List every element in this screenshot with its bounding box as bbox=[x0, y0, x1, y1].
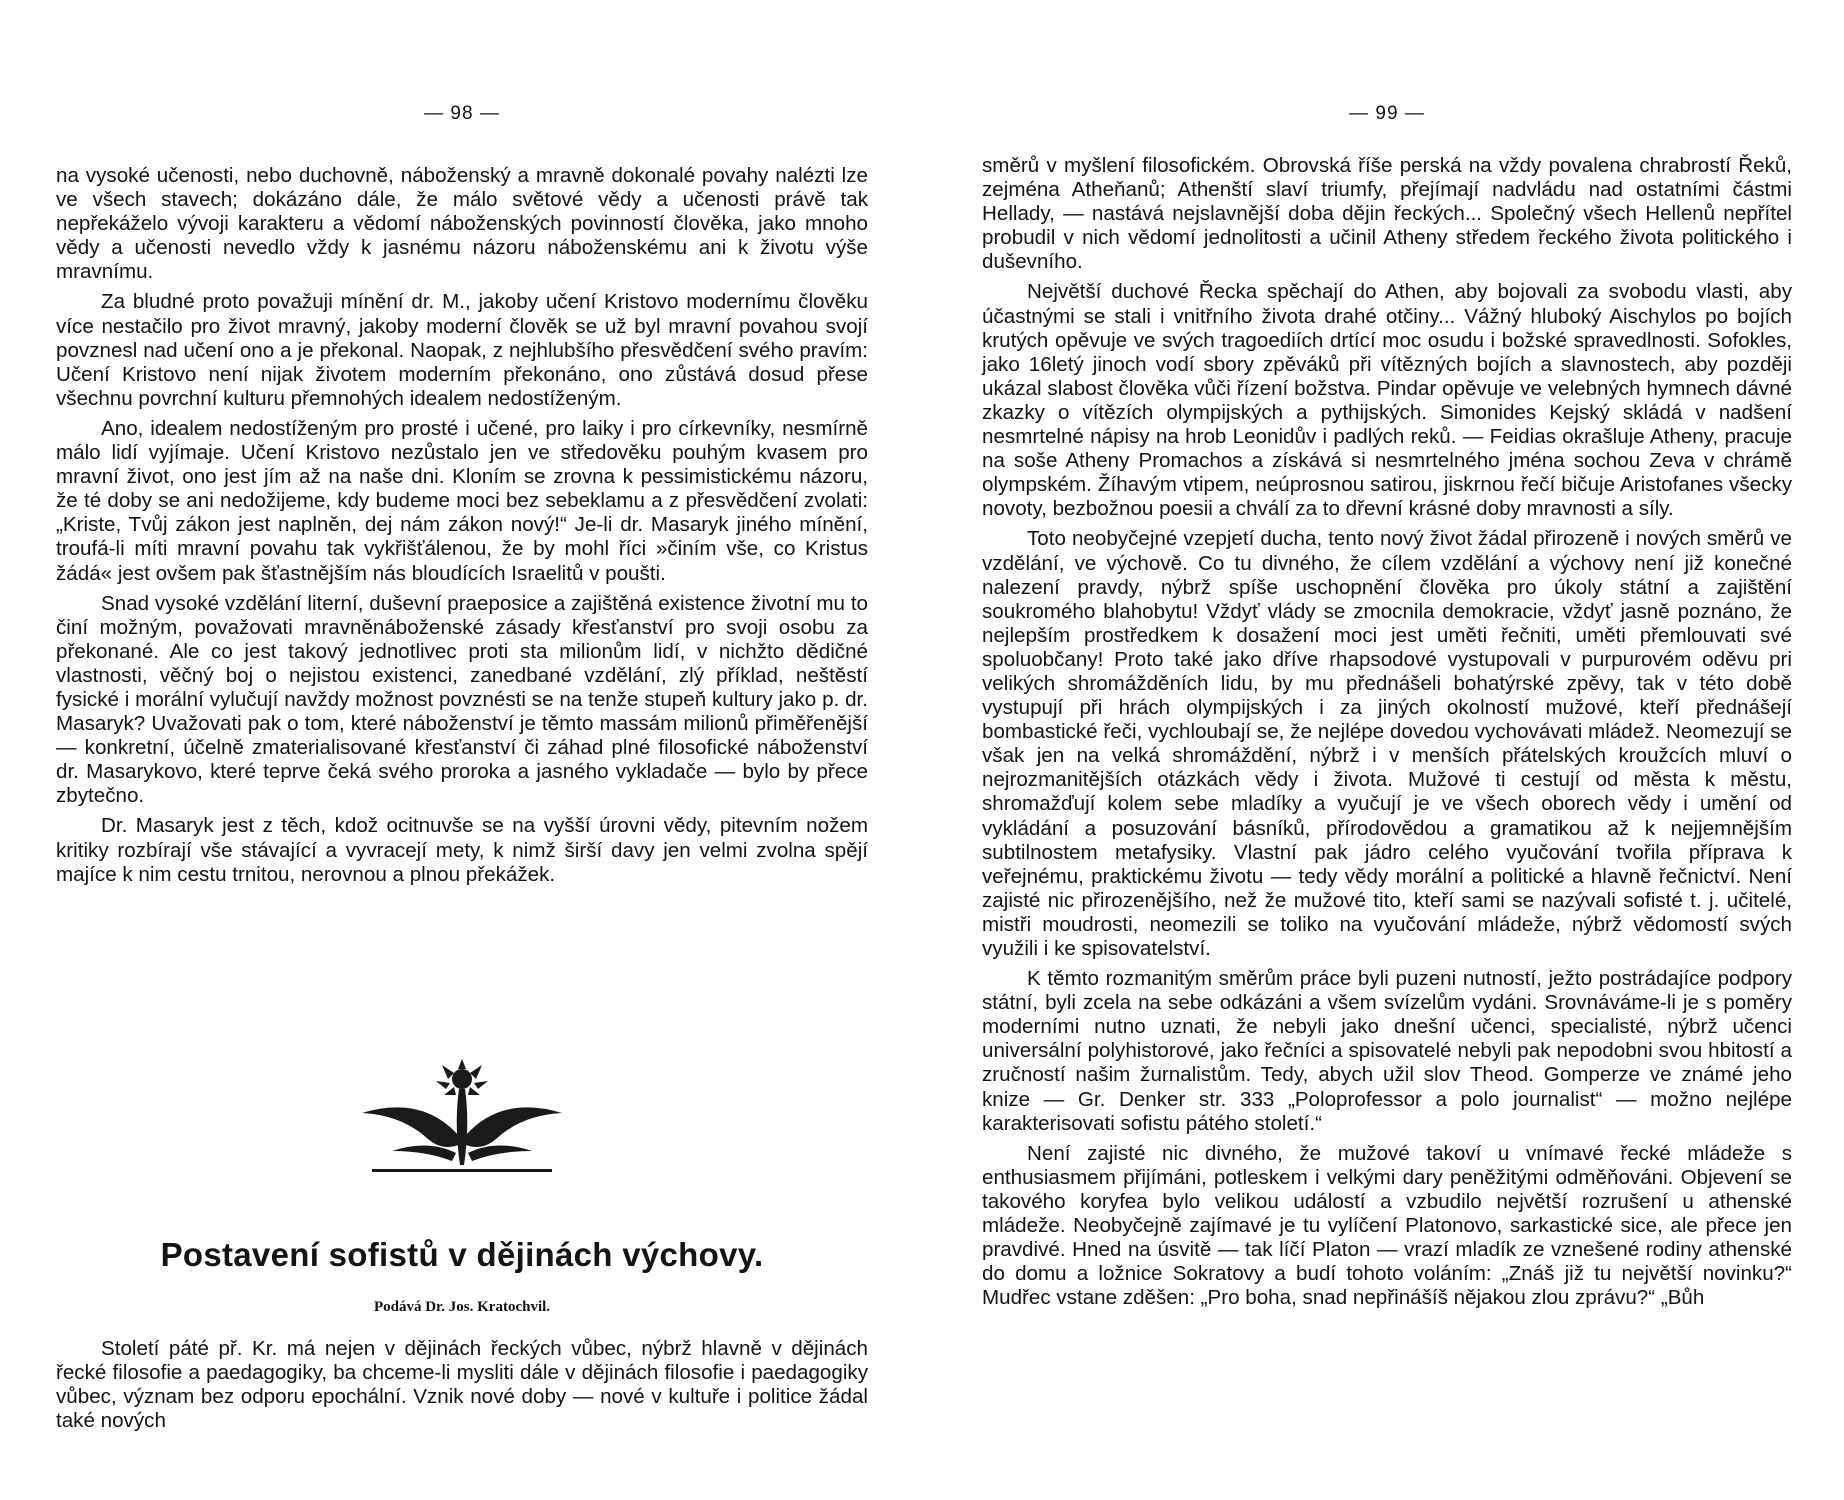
body-text bbox=[56, 164, 868, 893]
paragraph: Ano, idealem nedostíženým pro prosté i učené, pro laiky i pro církevníky, nesmírně málo lidí vyjímaje. Učení Kristovo nezůstalo jen ve středověku pouhým kvasem pro mravní život, ono jest jím až na naše dni. Kloním se zrovna k pessimistickému názoru, že té doby se ani nedožijeme, kdy budeme moci bez sebeklamu a z přesvědčení zvolati: „Kriste, Tvůj zákon jest naplněn, dej nám zákon nový!“ Je-li dr. Masaryk jiného mínění, troufá-li míti mravní povahu tak vykřišťálenou, že by mohl říci »činím vše, co Kristus žádá« jest ovšem pak šťastnějším nás bloudících Israelitů v poušti. bbox=[56, 416, 868, 585]
paragraph: Snad vysoké vzdělání literní, duševní praeposice a zajištěná existence životní mu to činí možným, považovati mravněnáboženské zásady křesťanství pro svoji osobu za překonané. Ale co jest takový jednotlivec proti sta milionům lidí, v nichžto dědičné vlastnosti, věčný boj o nejistou existenci, zanedbané vzdělání, zlý příklad, neštěstí fysické i morální vylučují navždy možnost povznésti se na tenže stupeň kultury jako p. dr. Masaryk? Uvažovati pak o tom, které náboženství je těmto massám milionů přiměřenější — konkretní, účelně zmaterialisované křesťanství či záhad plné filosofické náboženství dr. Masarykovo, které teprve čeká svého proroka a jasného vykladače — bylo by přece zbytečno. bbox=[56, 591, 868, 808]
paragraph: Dr. Masaryk jest z těch, kdož ocitnuvše se na vyšší úrovni vědy, pitevním nožem kritiky rozbírají vše stávající a vyvracejí mety, k nimž širší davy jen velmi zvolna spějí majíce k nim cestu trnitou, nerovnou a plnou překážek. bbox=[56, 814, 868, 886]
page-number: — 98 — bbox=[424, 103, 500, 124]
left-page bbox=[56, 0, 868, 1500]
page-number: — 99 — bbox=[1349, 103, 1425, 124]
paragraph: na vysoké učenosti, nebo duchovně, náboženský a mravně dokonalé povahy nalézti lze ve všech stavech; dokázáno dále, že málo světové vědy a učenosti právě tak nepřekáželo vývoji karakteru a vědomí náboženských povinností člověka, jako mnoho vědy a učenosti nevedlo vždy k jasnému názoru náboženskému ani k životu výše mravnímu. bbox=[56, 164, 868, 284]
paragraph: Není zajisté nic divného, že mužové takoví u vnímavé řecké mládeže s enthusiasmem přijímáni, potleskem i velkými dary peněžitými odměňováni. Objevení se takového koryfea bylo velikou událostí a vzbudilo největší rozrušení u athenské mládeže. Neobyčejně zajímavé je tu vylíčení Platonovo, sarkastické sice, ale přece jen pravdivé. Hned na úsvitě — tak líčí Platon — vrazí mladík ze vznešené rodiny athenské do domu a ložnice Sokratovy a budí tohoto voláním: „Znáš již tu největší novinku?“ Mudřec vstane zděšen: „Pro boha, snad nepřinášíš nějakou zlou zprávu?“ „Bůh bbox=[982, 1141, 1792, 1310]
paragraph: směrů v myšlení filosofickém. Obrovská říše perská na vždy povalena chrabrostí Řeků, zejména Atheňanů; Athenští slaví triumfy, přejímají nadvládu nad ostatními částmi Hellady, — nastává nejslavnější doba dějin řeckých... Společný všech Hellenů nepřítel probudil v nich vědomí jednolitosti a učinil Atheny středem řeckého života politického i duševního. bbox=[982, 154, 1792, 274]
paragraph: Největší duchové Řecka spěchají do Athen, aby bojovali za svobodu vlasti, aby účastnými se stali i vnitřního života drahé otčiny... Vážný hluboký Aischylos po bojích krutých opěvuje ve svých tragoediích drtící moc osudu i božské spravedlnosti. Sofokles, jako 16letý jinoch vodí sbory zpěváků při vítězných bojích a slavnostech, aby později ukázal slabost člověka vůči řízení božstva. Pindar opěvuje ve velebných hymnech dávné zkazky o vítězích olympijských a pythijských. Simonides Kejský skládá v nadšení nesmrtelné nápisy na hrob Leonidův i padlých reků. — Feidias okrašluje Atheny, pracuje na soše Atheny Promachos a získává si nesmrtelného jména sochou Zeva v chrámě olympském. Žíhavým vtipem, neúprosnou satirou, jiskrnou řečí bičuje Aristofanes všecky novoty, bezbožnou poesii a chválí za to dřevní krásné doby mravnosti a síly. bbox=[982, 280, 1792, 521]
floral-ornament-icon bbox=[56, 1055, 868, 1180]
paragraph: Za bludné proto považuji mínění dr. M., jakoby učení Kristovo modernímu člověku více nestačilo pro život mravný, jakoby moderní člověk se už byl mravní povahou svojí povznesl nad učení ono a je překonal. Naopak, z nejhlubšího přesvědčení svého pravím: Učení Kristovo není nijak životem moderním překonáno, ono zůstává dosud přese všechnu povrchní kulturu přemnohých idealem nedostíženým. bbox=[56, 290, 868, 410]
paragraph: K těmto rozmanitým směrům práce byli puzeni nutností, ježto postrádajíce podpory státní, byli zcela na sebe odkázáni a všem svízelům vydáni. Srovnáváme-li je s poměry moderními nutno uznati, že nebyli jako dnešní učenci, specialisté, nýbrž učenci universální polyhistorové, jako řečníci a spisovatelé nebyli pak nepodobni svou hbitostí a zručností našim žurnalistům. Tedy, abych užil slov Theod. Gomperze ve známé jeho knize — Gr. Denker str. 333 „Poloprofessor a polo journalist“ — možno nejlépe karakterisovati sofistu pátého století.“ bbox=[982, 967, 1792, 1135]
article-body bbox=[56, 1337, 868, 1439]
paragraph: Století páté př. Kr. má nejen v dějinách řeckých vůbec, nýbrž hlavně v dějinách řecké filosofie a paedagogiky, ba chceme-li mysliti dále v dějinách filosofie i paedagogiky vůbec, význam bez odporu epochální. Vznik nové doby — nové v kultuře i politice žádal také nových bbox=[56, 1337, 868, 1433]
article-title: Postavení sofistů v dějinách výchovy. bbox=[160, 1236, 764, 1273]
article-byline: Podává Dr. Jos. Kratochvil. bbox=[373, 1299, 551, 1315]
body-text bbox=[982, 154, 1792, 1316]
paragraph: Toto neobyčejné vzepjetí ducha, tento nový život žádal přirozeně i nových směrů ve vzdělání, ve výchově. Co tu divného, že cílem vzdělání a výchovy není již konečné nalezení pravdy, nýbrž spíše uschopnění člověka pro úkoly státní a zajištění soukromého blahobytu! Vždyť vlády se zmocnila demokracie, vždyť jasně poznáno, že nejlepším prostředkem k dosažení moci jest uměti řečniti, uměti přemlouvati své spoluobčany! Proto také jako dříve rhapsodové vystupovali v purpurovém oděvu pri velikých shromážděních lidu, by mu přednášeli bohatýrské zpěvy, tak v této době vystupují při hrách olympijských i za jiných okolností mužové, kteří přednášejí bombastické řeči, vychloubají se, že nejlépe dovedou vychovávati mládež. Neomezují se však jen na velká shromáždění, nýbrž i v menších přátelských kroužcích mluví o nejrozmanitějších otázkách vědy i života. Mužové ti cestují od města k městu, shromažďují kolem sebe mladíky a vyučují je ve všech oborech vědy i umění od vykládání a posuzování básníků, přírodovědou a gramatikou až k nejjemnějším subtilnostem metafysiky. Vlastní pak jádro celého vyučování tvořila příprava k veřejnému, praktickému životu — tedy vědy morální a politické a hlavně řečnictví. Není zajisté nic přirozenějšího, než že mužové tito, kteří sami se nazývali sofisté t. j. učitelé, mistři moudrosti, neomezili se toliko na vyučování mládeže, nýbrž vědomostí svých využili i ke spisovatelství. bbox=[982, 527, 1792, 960]
right-page bbox=[982, 0, 1792, 1500]
